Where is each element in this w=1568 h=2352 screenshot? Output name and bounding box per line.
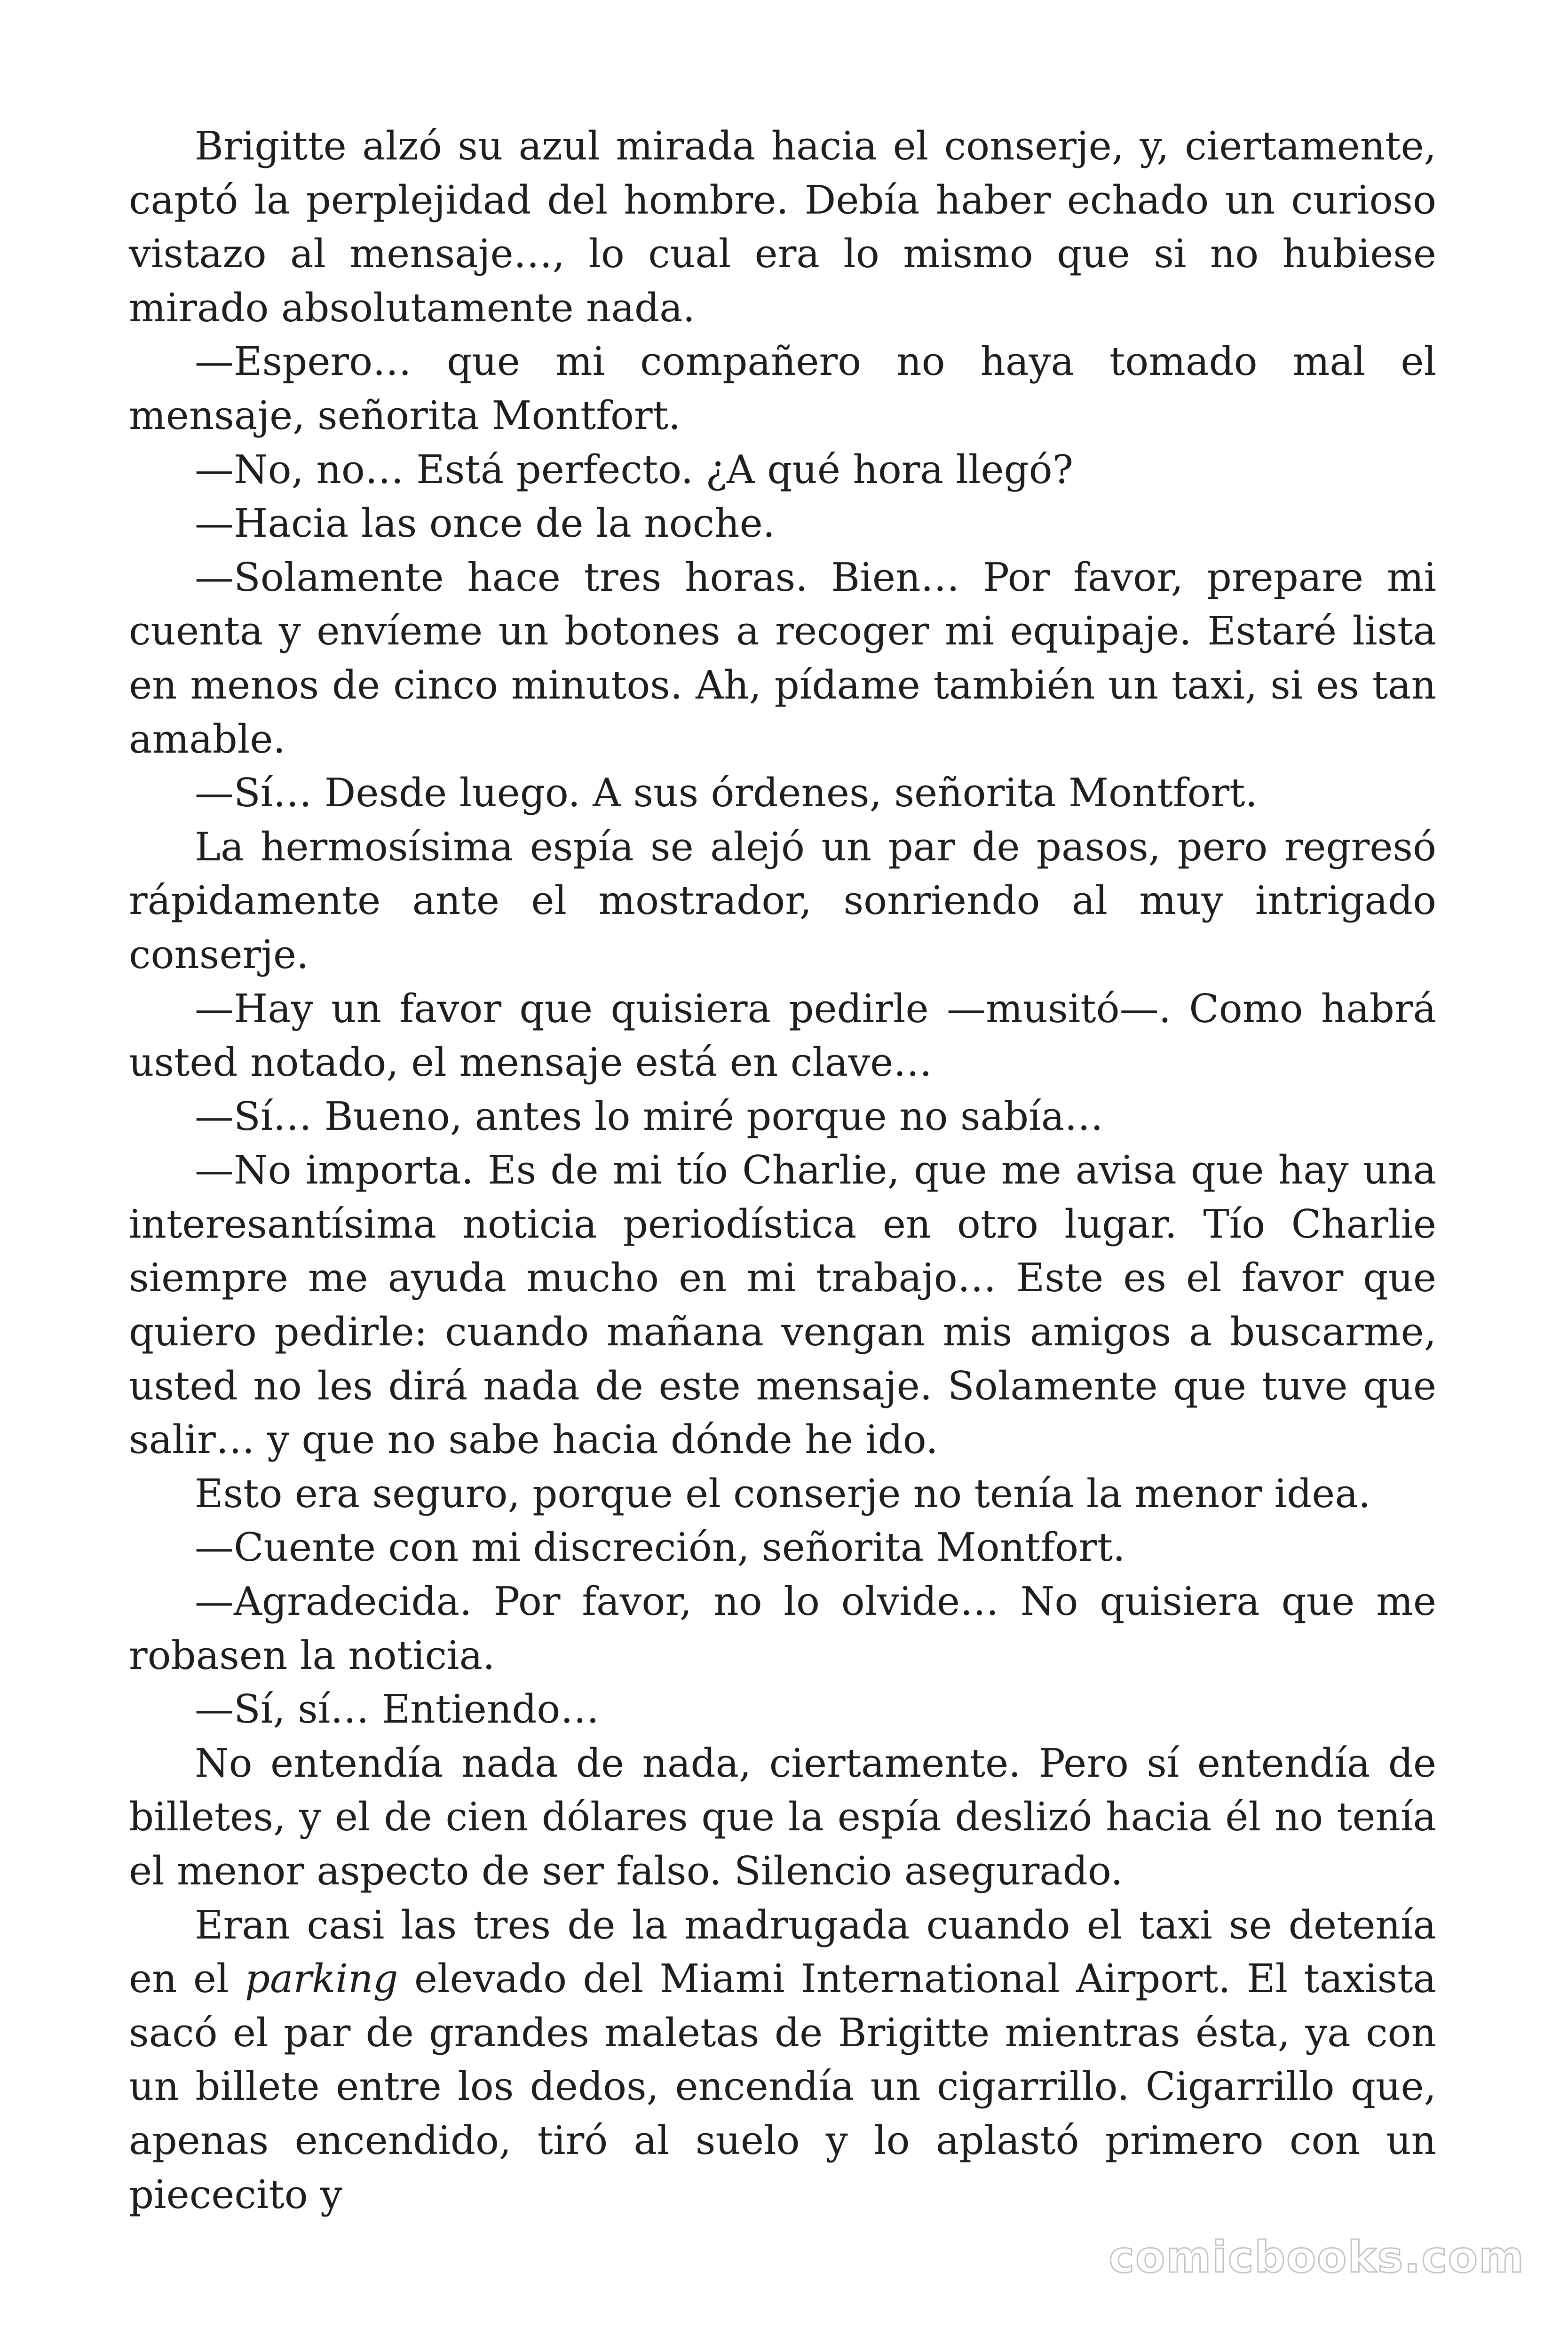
paragraph-7: La hermosísima espía se alejó un par de pasos, pero regresó rápidamente ante el mostrador, sonriendo al muy intrigado conserje. (129, 824, 1436, 977)
paragraph-12: —Cuente con mi discreción, señorita Montfort. (195, 1525, 1125, 1571)
paragraph-2: —Espero… que mi compañero no haya tomado mal el mensaje, señorita Montfort. (129, 339, 1436, 438)
paragraph-5: —Solamente hace tres horas. Bien… Por favor, prepare mi cuenta y envíeme un botones a recoger mi equipaje. Estaré lista en menos de cinco minutos. Ah, pídame también un taxi, si es tan amable. (129, 554, 1436, 762)
paragraph-11: Esto era seguro, porque el conserje no tenía la menor idea. (195, 1470, 1371, 1517)
paragraph-8: —Hay un favor que quisiera pedirle —musitó—. Como habrá usted notado, el mensaje está en clave… (129, 985, 1436, 1086)
paragraph-6: —Sí… Desde luego. A sus órdenes, señorita Montfort. (195, 770, 1258, 816)
paragraph-14: —Sí, sí… Entiendo… (195, 1686, 600, 1732)
site-watermark: comicbooks.com (1109, 2232, 1525, 2282)
paragraph-16 (129, 1899, 1436, 2222)
paragraph-1: Brigitte alzó su azul mirada hacia el conserje, y, ciertamente, captó la perplejidad del hombre. Debía haber echado un curioso vistazo al mensaje…, lo cual era lo mismo que si no hubiese mirado absolutamente nada. (129, 123, 1436, 331)
paragraph-4: —Hacia las once de la noche. (195, 501, 776, 547)
paragraph-9: —Sí… Bueno, antes lo miré porque no sabía… (195, 1093, 1104, 1139)
paragraph-13: —Agradecida. Por favor, no lo olvide… No quisiera que me robasen la noticia. (129, 1579, 1436, 1678)
paragraph-16-start: Eran casi las tres de la madrugada cuando el taxi se detenía en el (129, 1902, 1436, 2002)
italic-word: parking (245, 1956, 398, 2002)
paragraph-10: —No importa. Es de mi tío Charlie, que me avisa que hay una interesantísima noticia periodística en otro lugar. Tío Charlie siempre me ayuda mucho en mi trabajo… Este es el favor que quiero pedirle: cuando mañana vengan mis amigos a buscarme, usted no les dirá nada de este mensaje. Solamente que tuve que salir… y que no sabe hacia dónde he ido. (129, 1147, 1436, 1463)
book-page-text (129, 119, 1436, 2222)
paragraph-16-end: elevado del Miami International Airport. El taxista sacó el par de grandes maletas de Brigitte mientras ésta, ya con un billete entre los dedos, encendía un cigarrillo. Cigarrillo que, apenas encendido, tiró al suelo y lo aplastó primero con un piececito y (129, 1956, 1437, 2217)
paragraph-3: —No, no… Está perfecto. ¿A qué hora llegó? (195, 446, 1074, 493)
paragraph-15: No entendía nada de nada, ciertamente. Pero sí entendía de billetes, y el de cien dólares que la espía deslizó hacia él no tenía el menor aspecto de ser falso. Silencio asegurado. (129, 1740, 1436, 1894)
